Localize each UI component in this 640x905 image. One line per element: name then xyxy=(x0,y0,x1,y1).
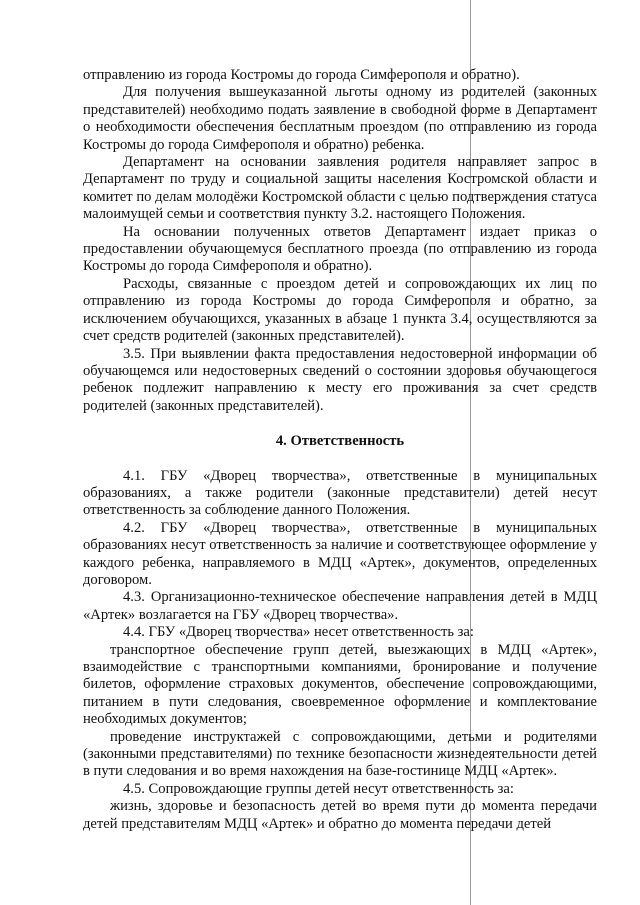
paragraph: На основании полученных ответов Департамент издает приказ о предоставлении обучающемуся бесплатного проезда (по отправлению из города Костромы до города Симферополя и обратно). xyxy=(83,223,597,275)
paragraph: 4.4. ГБУ «Дворец творчества» несет ответственность за: xyxy=(123,624,474,641)
document-body xyxy=(83,67,597,833)
paragraph: Расходы, связанные с проездом детей и сопровождающих их лиц по отправлению из города Костромы до города Симферополя и обратно, за исключением обучающихся, указанных в абзаце 1 пункта 3.4, осуществляются за счет средств родителей (законных представителей). xyxy=(83,275,597,345)
paragraph: 3.5. При выявлении факта предоставления недостоверной информации об обучающемся или недостоверных сведений о состоянии здоровья обучающегося ребенок подлежит направлению к месту его проживания за счет средств родителей (законных представителей). xyxy=(83,345,597,414)
list-item: транспортное обеспечение групп детей, выезжающих в МДЦ «Артек», взаимодействие с транспортными компаниями, бронирование и получение билетов, оформление страховых документов, обеспечение сопровождающими, питанием в пути следования, своевременное оформление и комплектование необходимых документов; xyxy=(83,641,597,728)
list-item: проведение инструктажей с сопровождающими, детьми и родителями (законными представителями) по технике безопасности жизнедеятельности детей в пути следования и во время нахождения на базе-гостинице МДЦ «Артек». xyxy=(83,728,597,780)
section-title: 4. Ответственность xyxy=(275,433,405,450)
paragraph: 4.5. Сопровождающие группы детей несут ответственность за: xyxy=(123,780,514,797)
paragraph: Департамент на основании заявления родителя направляет запрос в Департамент по труду и социальной защиты населения Костромской области и комитет по делам молодёжи Костромской области с целью подтверждения статуса малоимущей семьи и соответствия пункту 3.2. настоящего Положения. xyxy=(83,154,597,223)
paragraph: Для получения вышеуказанной льготы одному из родителей (законных представителей) необходимо подать заявление в свободной форме в Департамент о необходимости обеспечения бесплатным проездом (по отправлению из города Костромы до города Симферополя и обратно) ребенка. xyxy=(83,84,597,153)
paragraph: 4.2. ГБУ «Дворец творчества», ответственные в муниципальных образованиях несут ответственность за наличие и соответствующее оформление у каждого ребенка, направляемого в МДЦ «Артек», документов, определенных договором. xyxy=(83,519,597,588)
list-item: жизнь, здоровье и безопасность детей во время пути до момента передачи детей представителям МДЦ «Артек» и обратно до момента передачи детей xyxy=(83,798,597,832)
paragraph: отправлению из города Костромы до города Симферополя и обратно). xyxy=(83,67,520,83)
paragraph: 4.3. Организационно-техническое обеспечение направления детей в МДЦ «Артек» возлагается на ГБУ «Дворец творчества». xyxy=(83,589,597,623)
paragraph: 4.1. ГБУ «Дворец творчества», ответственные в муниципальных образованиях, а также родители (законные представители) детей несут ответственность за соблюдение данного Положения. xyxy=(83,467,597,519)
